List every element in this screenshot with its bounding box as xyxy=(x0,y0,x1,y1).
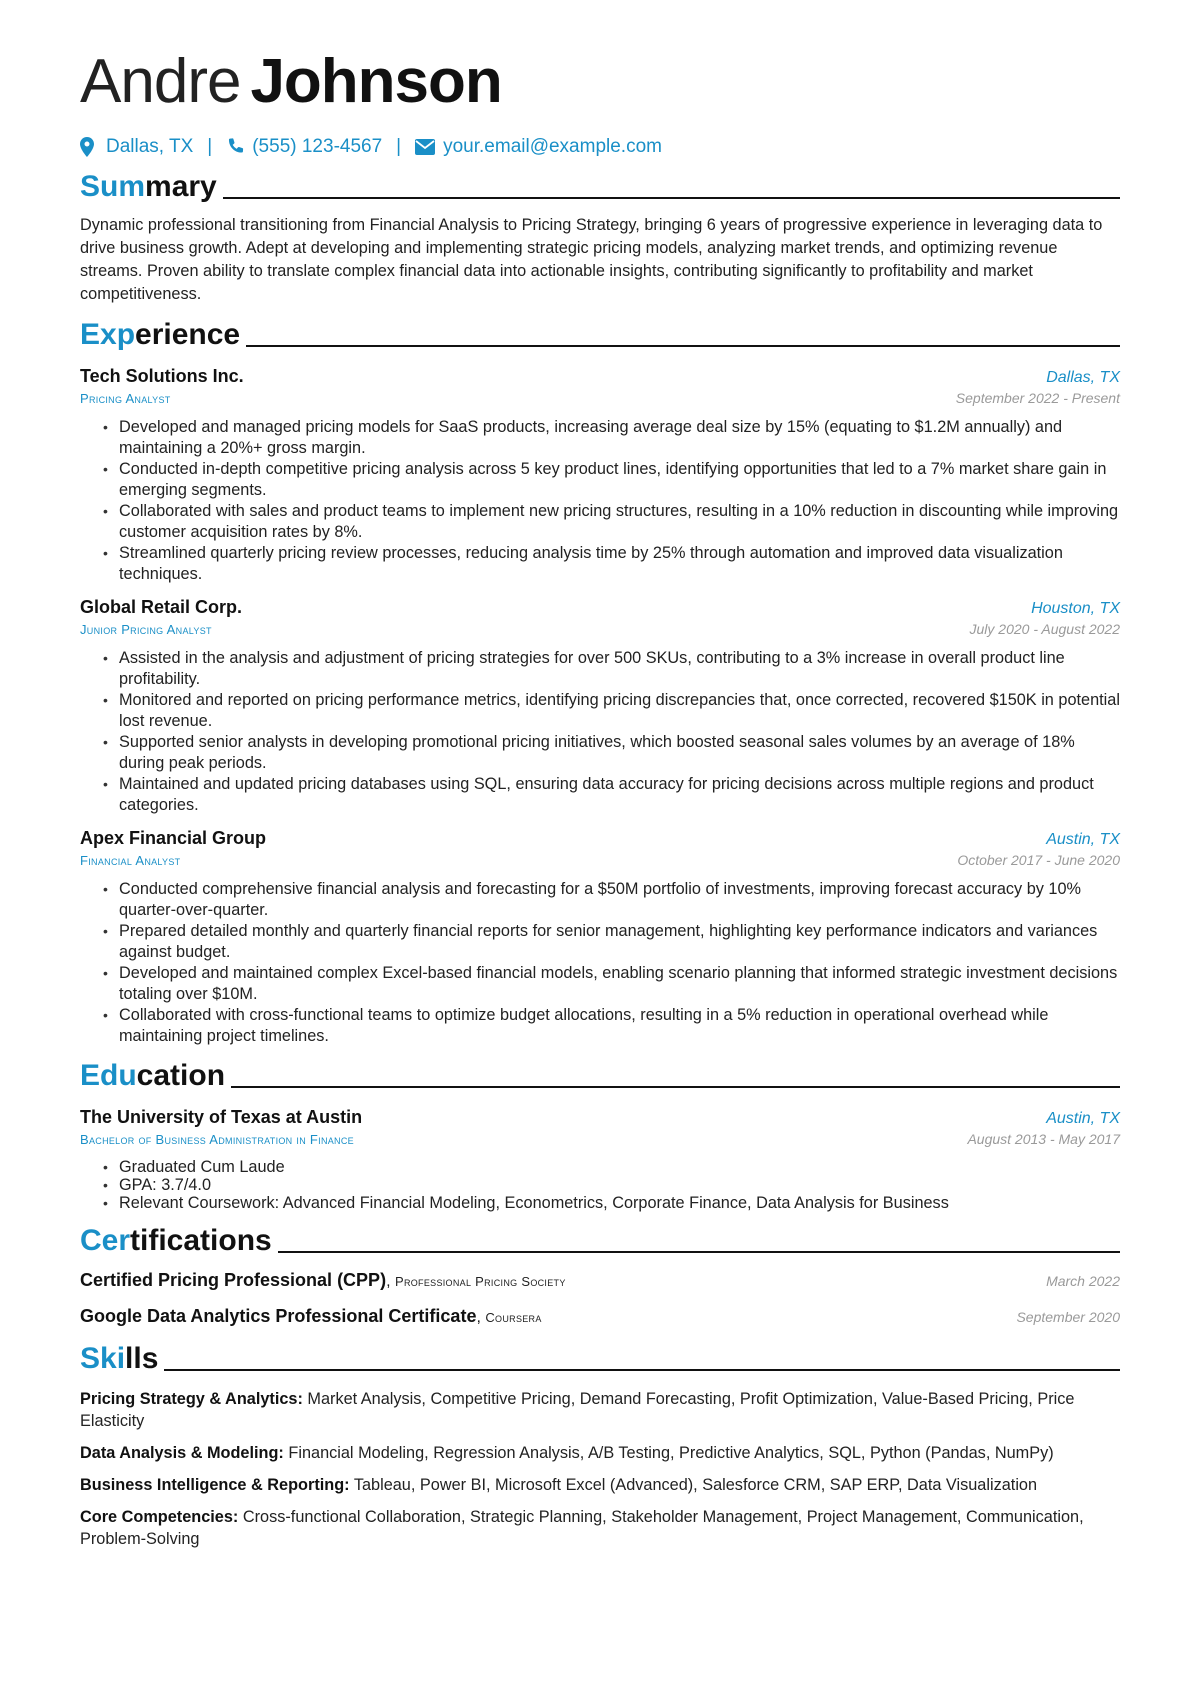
section-title: Skills xyxy=(80,1342,159,1375)
summary-heading xyxy=(80,168,1120,206)
skill-values: Financial Modeling, Regression Analysis, A/B Testing, Predictive Analytics, SQL, Python (Pandas, NumPy) xyxy=(288,1444,1054,1462)
skill-values: Tableau, Power BI, Microsoft Excel (Advanced), Salesforce CRM, SAP ERP, Data Visualization xyxy=(353,1476,1038,1494)
education-dates: August 2013 - May 2017 xyxy=(967,1131,1120,1147)
school-location: Austin, TX xyxy=(1046,1110,1120,1127)
list-item: • Streamlined quarterly pricing review processes, reducing analysis time by 25% through automation and improved data visualization techniques. xyxy=(119,543,1120,585)
candidate-name xyxy=(80,42,1120,122)
experience-entry xyxy=(80,364,1120,585)
list-item: • Developed and managed pricing models for SaaS products, increasing average deal size by 15% (equating to $1.2M annually) and maintaining a 20%+ gross margin. xyxy=(119,417,1120,459)
job-location: Dallas, TX xyxy=(1046,369,1120,386)
location-text: Dallas, TX xyxy=(106,136,194,157)
job-title: Pricing Analyst xyxy=(80,391,171,406)
certifications-heading xyxy=(80,1222,1120,1260)
company-name: Apex Financial Group xyxy=(80,828,267,848)
list-item: • Conducted comprehensive financial analysis and forecasting for a $50M portfolio of investments, improving forecast accuracy by 10% quarter-over-quarter. xyxy=(119,879,1120,921)
certification-issuer: Coursera xyxy=(485,1310,542,1325)
map-pin-icon xyxy=(80,137,98,157)
job-dates: October 2017 - June 2020 xyxy=(957,852,1120,868)
certification-name: Certified Pricing Professional (CPP) xyxy=(80,1270,387,1290)
experience-heading xyxy=(80,316,1120,354)
list-item: • Monitored and reported on pricing performance metrics, identifying pricing discrepancies that, once corrected, recovered $150K in potential lost revenue. xyxy=(119,690,1120,732)
contact-separator: | xyxy=(396,136,402,157)
phone-text: (555) 123-4567 xyxy=(252,136,383,157)
skill-label: Pricing Strategy & Analytics: xyxy=(80,1390,303,1408)
certification-name: Google Data Analytics Professional Certificate xyxy=(80,1306,477,1326)
education-heading xyxy=(80,1057,1120,1095)
job-location: Houston, TX xyxy=(1031,600,1120,617)
job-bullets xyxy=(80,879,1120,1047)
list-item: • GPA: 3.7/4.0 xyxy=(119,1176,1120,1194)
skill-group xyxy=(80,1388,1120,1432)
envelope-icon xyxy=(415,137,435,157)
job-title: Financial Analyst xyxy=(80,853,181,868)
section-rule xyxy=(223,197,1120,199)
email-link[interactable]: your.email@example.com xyxy=(443,136,662,157)
skill-group xyxy=(80,1506,1120,1550)
section-rule xyxy=(278,1251,1120,1253)
certification-date: March 2022 xyxy=(1046,1273,1120,1289)
job-dates: July 2020 - August 2022 xyxy=(969,621,1120,637)
section-title: Experience xyxy=(80,318,241,351)
skill-label: Core Competencies: xyxy=(80,1508,239,1526)
certification-issuer: Professional Pricing Society xyxy=(394,1274,566,1289)
section-title: Summary xyxy=(80,170,217,203)
summary-text: Dynamic professional transitioning from Financial Analysis to Pricing Strategy, bringing 6 years of progressive experience in leveraging data to drive business growth. Adept at developing and implementing strategic pricing models, analyzing market trends, and optimizing revenue streams. Proven ability to translate complex financial data into actionable insights, contributing significantly to profitability and market competitiveness. xyxy=(80,216,1103,303)
skill-label: Business Intelligence & Reporting: xyxy=(80,1476,350,1494)
section-title: Certifications xyxy=(80,1224,272,1257)
list-item: • Relevant Coursework: Advanced Financial Modeling, Econometrics, Corporate Finance, Data Analysis for Business xyxy=(119,1194,1120,1212)
skill-group xyxy=(80,1442,1120,1464)
section-rule xyxy=(164,1369,1120,1371)
skill-group xyxy=(80,1474,1120,1496)
resume-page xyxy=(80,0,1120,1550)
list-item: • Conducted in-depth competitive pricing analysis across 5 key product lines, identifying opportunities that led to a 7% market share gain in emerging segments. xyxy=(119,459,1120,501)
skill-values: Cross-functional Collaboration, Strategic Planning, Stakeholder Management, Project Management, Communication, Problem-Solving xyxy=(80,1508,1084,1548)
phone-icon xyxy=(226,137,244,157)
education-entry xyxy=(80,1105,1120,1212)
contact-line xyxy=(80,134,1120,160)
job-dates: September 2022 - Present xyxy=(955,390,1120,406)
company-name: Global Retail Corp. xyxy=(80,597,243,617)
list-item: • Graduated Cum Laude xyxy=(119,1158,1120,1176)
section-title: Education xyxy=(80,1059,226,1092)
first-name: Andre xyxy=(80,47,241,116)
certification-item: Certified Pricing Professional (CPP), Professional Pricing Society March 2022 xyxy=(80,1270,1120,1290)
list-item: • Maintained and updated pricing databases using SQL, ensuring data accuracy for pricing decisions across multiple regions and product categories. xyxy=(119,774,1120,816)
section-rule xyxy=(246,345,1120,347)
education-bullets xyxy=(80,1158,1120,1212)
certification-date: September 2020 xyxy=(1016,1309,1120,1325)
skill-label: Data Analysis & Modeling: xyxy=(80,1444,284,1462)
list-item: • Collaborated with cross-functional teams to optimize budget allocations, resulting in a 5% reduction in operational overhead while maintaining project timelines. xyxy=(119,1005,1120,1047)
last-name: Johnson xyxy=(250,47,502,116)
skill-values: Market Analysis, Competitive Pricing, Demand Forecasting, Profit Optimization, Value-Based Pricing, Price Elasticity xyxy=(80,1390,1075,1430)
job-location: Austin, TX xyxy=(1046,831,1120,848)
school-name: The University of Texas at Austin xyxy=(80,1107,363,1127)
list-item: • Supported senior analysts in developing promotional pricing initiatives, which boosted seasonal sales volumes by an average of 18% during peak periods. xyxy=(119,732,1120,774)
skills-heading xyxy=(80,1340,1120,1378)
list-item: • Collaborated with sales and product teams to implement new pricing structures, resulting in a 10% reduction in discounting while improving customer acquisition rates by 8%. xyxy=(119,501,1120,543)
experience-entry xyxy=(80,826,1120,1047)
list-item: • Developed and maintained complex Excel-based financial models, enabling scenario planning that informed strategic investment decisions totaling over $10M. xyxy=(119,963,1120,1005)
list-item: • Assisted in the analysis and adjustment of pricing strategies for over 500 SKUs, contributing to a 3% increase in overall product line profitability. xyxy=(119,648,1120,690)
job-title: Junior Pricing Analyst xyxy=(80,622,212,637)
degree: Bachelor of Business Administration in Finance xyxy=(80,1132,354,1147)
job-bullets xyxy=(80,648,1120,816)
experience-entry xyxy=(80,595,1120,816)
section-rule xyxy=(231,1086,1120,1088)
list-item: • Prepared detailed monthly and quarterly financial reports for senior management, highlighting key performance indicators and variances against budget. xyxy=(119,921,1120,963)
job-bullets xyxy=(80,417,1120,585)
contact-separator: | xyxy=(207,136,213,157)
certification-item: Google Data Analytics Professional Certificate, Coursera September 2020 xyxy=(80,1306,1120,1326)
company-name: Tech Solutions Inc. xyxy=(80,366,244,386)
